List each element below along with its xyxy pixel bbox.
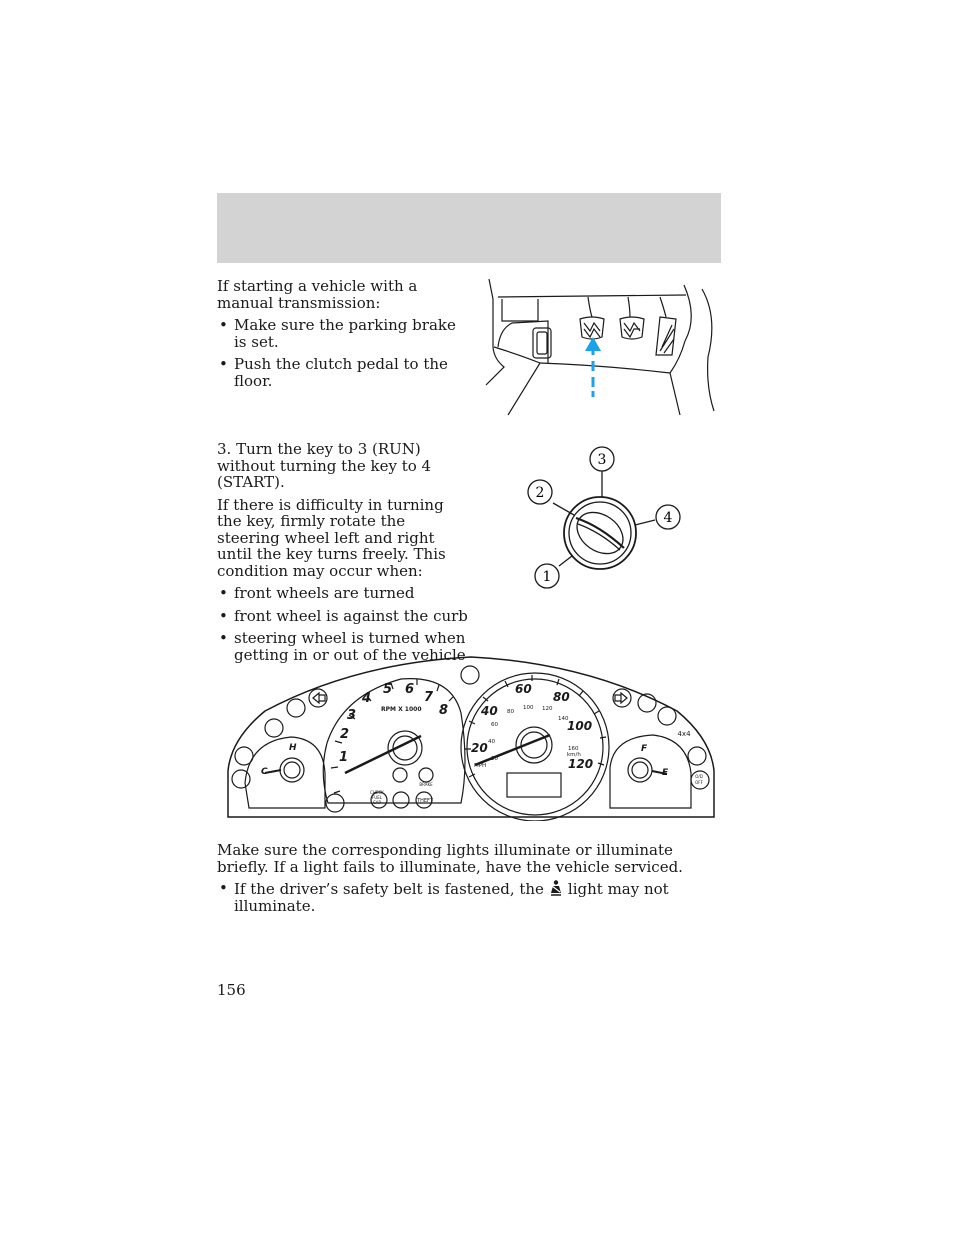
key-bullet-list bbox=[217, 585, 472, 663]
speed-mph-label: 80 bbox=[553, 690, 570, 704]
position-4-label: 4 bbox=[663, 510, 673, 526]
tach-label: 2 bbox=[340, 727, 350, 742]
brake-warning-label: BRAKE bbox=[419, 782, 433, 787]
check-fuel-cap-label: FUEL bbox=[372, 795, 382, 800]
tach-label: 7 bbox=[424, 690, 434, 705]
key-difficulty: If there is difficulty in turning the key, firmly rotate the steering wheel left and right until the key turns freely. This condition may occur when: bbox=[217, 495, 446, 580]
speed-mph-label: 100 bbox=[567, 719, 593, 733]
od-off-label: OFF bbox=[695, 780, 703, 785]
speed-mph-label: 120 bbox=[568, 757, 594, 771]
belt-bullet-list bbox=[217, 880, 721, 914]
speed-kmh-label: 120 bbox=[542, 706, 553, 712]
list-item: • front wheel is against the curb bbox=[217, 608, 472, 625]
instrument-cluster-figure bbox=[225, 653, 717, 821]
manual-bullet-list bbox=[217, 317, 467, 389]
page-number: 156 bbox=[217, 981, 246, 999]
tach-label: 6 bbox=[405, 682, 415, 697]
list-item bbox=[217, 880, 721, 914]
belt-bullet-after: light may not illuminate. bbox=[234, 880, 669, 915]
list-item: • Push the clutch pedal to the floor. bbox=[217, 356, 467, 389]
speed-kmh-label: 60 bbox=[491, 722, 498, 728]
belt-bullet-before: If the driver’s safety belt is fastened, the bbox=[234, 880, 544, 898]
tach-unit-label: RPM X 1000 bbox=[381, 706, 422, 713]
tach-label: 3 bbox=[347, 708, 357, 723]
fuel-full-label: F bbox=[641, 744, 648, 754]
speed-kmh-label: 40 bbox=[488, 739, 495, 745]
speed-kmh-label: 160 bbox=[568, 746, 579, 752]
theft-label: THEFT bbox=[417, 798, 433, 804]
speed-kmh-label: 100 bbox=[523, 705, 534, 711]
tach-label: 8 bbox=[439, 703, 449, 718]
dash-left-edge bbox=[486, 279, 504, 385]
speed-kmh-label: 80 bbox=[507, 709, 514, 715]
ignition-switch-figure bbox=[520, 440, 690, 595]
warning-lights-instruction: Make sure the corresponding lights illuminate or illuminate briefly. If a light fails to illuminate, have the vehicle serviced. bbox=[217, 841, 683, 876]
check-fuel-cap-label: CAP bbox=[373, 800, 381, 805]
tach-label: 4 bbox=[362, 691, 372, 706]
temp-hot-label: H bbox=[289, 743, 297, 753]
speed-mph-label: 60 bbox=[515, 682, 532, 696]
kmh-unit-label: km/h bbox=[567, 752, 581, 758]
clutch-arrow bbox=[585, 337, 601, 397]
tach-label: 1 bbox=[339, 750, 349, 765]
manual-transmission-text bbox=[217, 278, 467, 395]
pedals-illustration bbox=[480, 277, 720, 417]
four-by-four-label: 4x4 bbox=[677, 730, 691, 738]
temp-cold-label: C bbox=[261, 767, 268, 777]
warning-lights-text bbox=[217, 842, 721, 920]
check-fuel-cap-label: CHECK bbox=[370, 790, 384, 795]
position-3-label: 3 bbox=[597, 452, 607, 468]
key-turn-text bbox=[217, 441, 472, 669]
seat-belt-icon bbox=[547, 880, 565, 896]
mph-unit-label: MPH bbox=[474, 763, 487, 769]
speed-mph-label: 20 bbox=[471, 741, 488, 755]
cluster-illustration bbox=[225, 653, 717, 821]
speed-mph-label: 40 bbox=[481, 704, 498, 718]
ignition-illustration bbox=[520, 440, 690, 595]
position-2-label: 2 bbox=[535, 485, 545, 501]
speed-kmh-label: 20 bbox=[491, 756, 498, 762]
position-1-label: 1 bbox=[542, 569, 552, 585]
list-item: • steering wheel is turned when getting in or out of the vehicle bbox=[217, 630, 472, 663]
clutch-pedal-figure bbox=[480, 277, 720, 417]
key-step: 3. Turn the key to 3 (RUN) without turning the key to 4 (START). bbox=[217, 440, 432, 491]
fuel-empty-label: E bbox=[662, 768, 669, 778]
manual-intro: If starting a vehicle with a manual transmission: bbox=[217, 277, 418, 312]
speed-kmh-label: 140 bbox=[558, 716, 569, 722]
list-item: • Make sure the parking brake is set. bbox=[217, 317, 467, 350]
list-item: • front wheels are turned bbox=[217, 585, 472, 602]
od-off-label: O/D bbox=[695, 774, 703, 779]
section-header-bar bbox=[217, 193, 721, 263]
tach-label: 5 bbox=[383, 682, 393, 697]
